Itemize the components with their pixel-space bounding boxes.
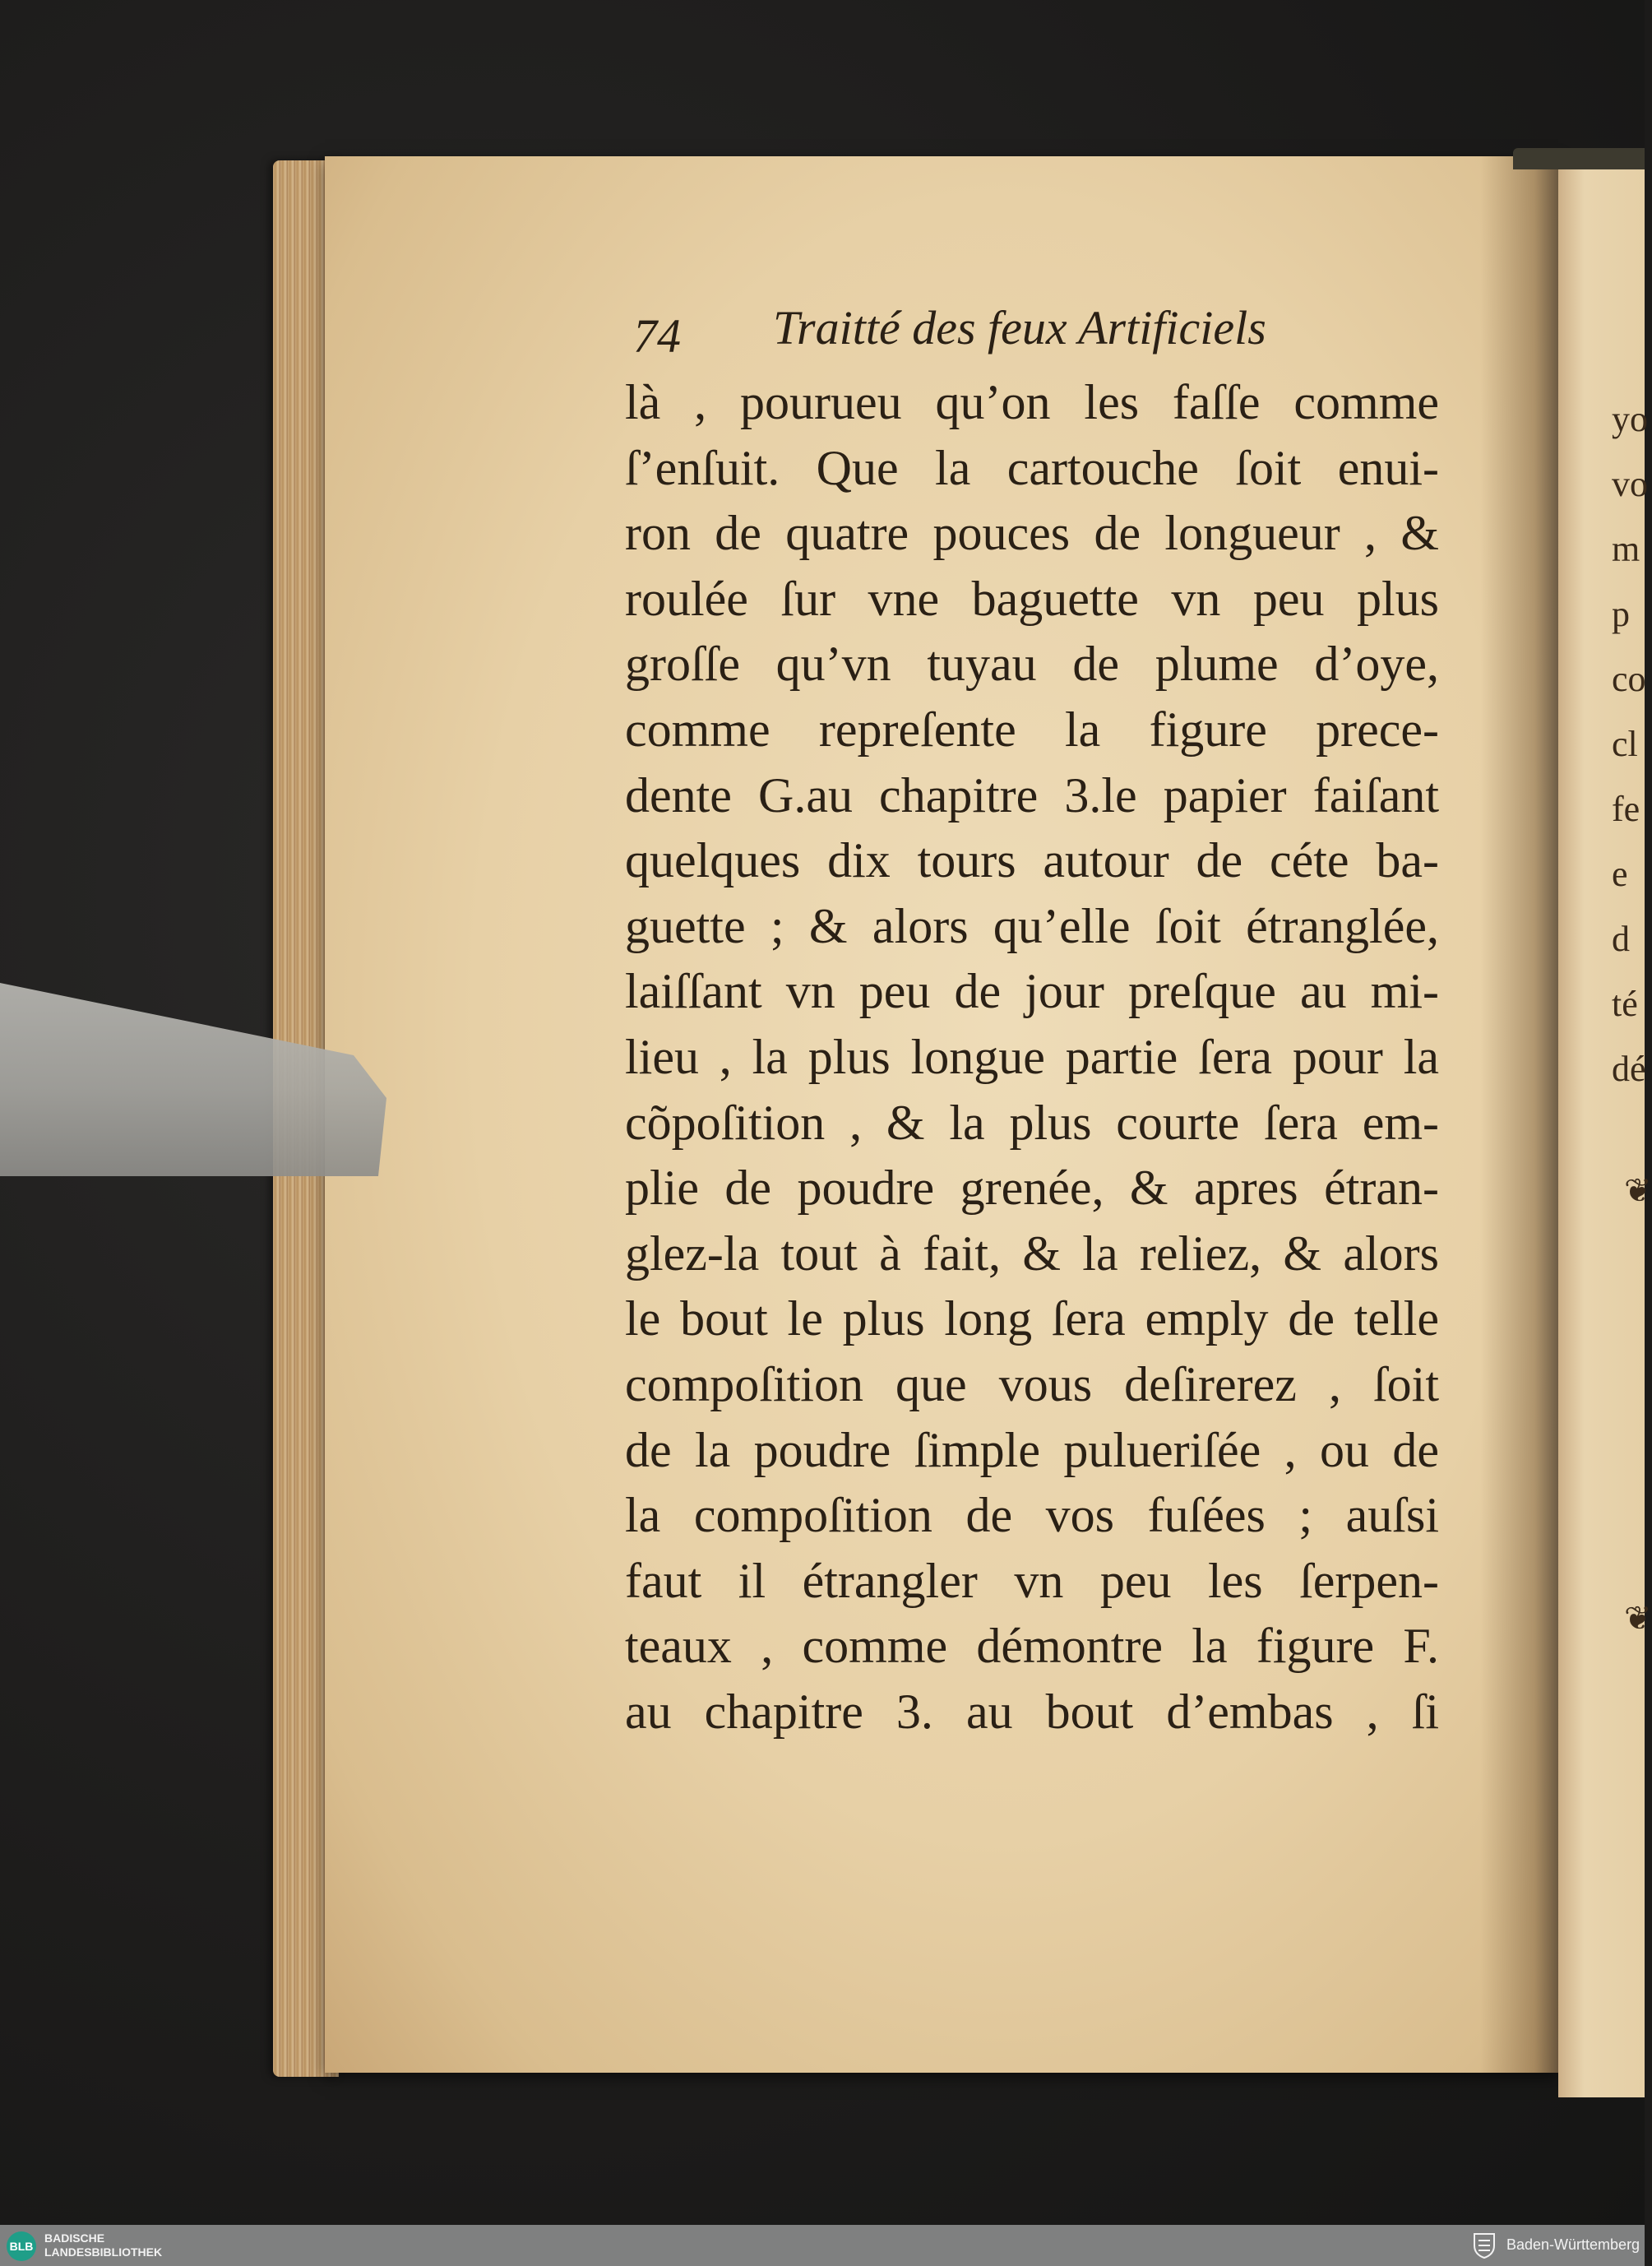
text-line: comme repreſente la figure prece- [625, 702, 1439, 757]
region-label: Baden-Württemberg [1506, 2236, 1640, 2253]
text-line: plie de poudre grenée, & apres étran- [625, 1161, 1439, 1216]
footer-bar [0, 2225, 1645, 2266]
facing-fragment: fe [1612, 789, 1640, 829]
text-line: cõpoſition , & la plus courte ſera em- [625, 1095, 1439, 1150]
facing-fragment: vo [1612, 464, 1648, 504]
facing-fragment: p [1612, 594, 1630, 634]
page-number: 74 [633, 309, 681, 363]
library-name-line2: LANDESBIBLIOTHEK [44, 2245, 163, 2259]
ornament-icon: ❦ [1624, 1172, 1652, 1209]
page-text-block [625, 292, 1439, 1745]
text-line: le bout le plus long ſera emply de telle [625, 1291, 1439, 1346]
running-head [625, 292, 1439, 370]
text-line: groſſe qu’vn tuyau de plume d’oye, [625, 637, 1439, 692]
facing-fragment: cl [1612, 724, 1638, 764]
facing-fragment: e [1612, 854, 1628, 894]
blb-logo-icon: BLB [7, 2231, 36, 2261]
text-line: laiſſant vn peu de jour preſque au mi- [625, 964, 1439, 1019]
library-name [44, 2231, 162, 2259]
text-line: là , pourueu qu’on les faſſe comme [625, 375, 1439, 429]
library-name-line1: BADISCHE [44, 2231, 105, 2245]
text-line: glez-la tout à fait, & la reliez, & alors [625, 1226, 1439, 1281]
facing-fragment: co [1612, 659, 1646, 699]
text-line: la compoſition de vos fuſées ; auſsi [625, 1488, 1439, 1543]
text-line: roulée ſur vne baguette vn peu plus [625, 571, 1439, 626]
running-title: Traitté des feux Artificiels [773, 301, 1266, 354]
facing-fragment: dé [1612, 1049, 1646, 1089]
facing-fragment: yo [1612, 399, 1648, 439]
text-line: faut il étrangler vn peu les ſerpen- [625, 1553, 1439, 1608]
facing-fragment: m [1612, 529, 1640, 569]
text-line: dente G.au chapitre 3.le papier faiſant [625, 767, 1439, 823]
text-line: de la poudre ſimple pulueriſée , ou de [625, 1422, 1439, 1477]
text-line: quelques dix tours autour de céte ba- [625, 833, 1439, 888]
text-line: au chapitre 3. au bout d’embas , ſi [625, 1684, 1439, 1739]
text-line: teaux , comme démontre la figure F. [625, 1619, 1439, 1674]
text-line: ſ’enſuit. Que la cartouche ſoit enui- [625, 440, 1439, 495]
ornament-icon: ❦ [1624, 1600, 1652, 1637]
book-gutter [1480, 156, 1558, 2073]
facing-fragment: d [1612, 919, 1630, 959]
text-line: ron de quatre pouces de longueur , & [625, 506, 1439, 561]
text-line: lieu , la plus longue partie ſera pour la [625, 1029, 1439, 1084]
coat-of-arms-icon [1472, 2232, 1497, 2259]
facing-fragment: té [1612, 984, 1638, 1024]
book-cover-edge [1513, 148, 1645, 169]
text-line: guette ; & alors qu’elle ſoit étranglée, [625, 898, 1439, 953]
facing-page-text [1612, 387, 1648, 1101]
text-line: compoſition que vous deſirerez , ſoit [625, 1356, 1439, 1411]
